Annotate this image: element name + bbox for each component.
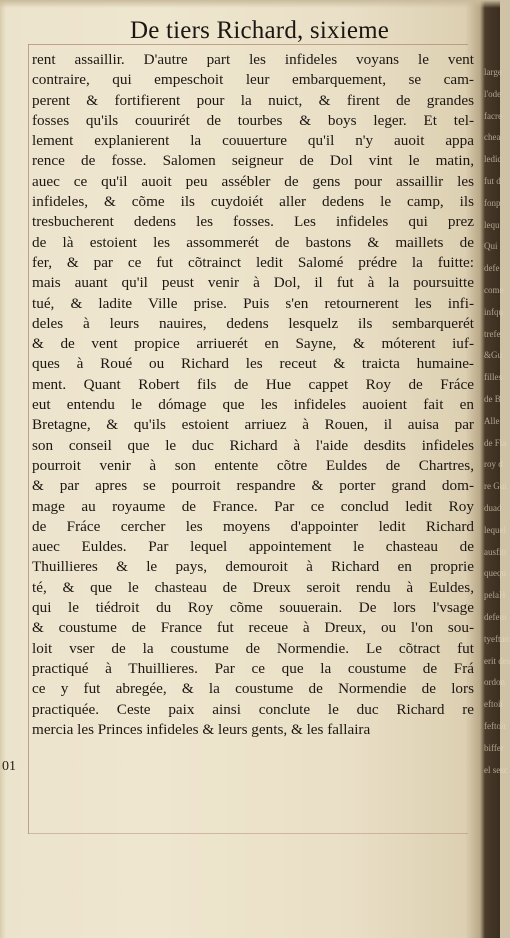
text-line: mage au royaume de France. Par ce conclud ledit Roy	[32, 497, 474, 515]
page-top-shadow	[0, 0, 500, 8]
bleed-fragment: &Gu	[484, 350, 502, 361]
text-line: rent assaillir. D'autre part les infideles voyans le vent	[32, 51, 474, 68]
margin-rule-bottom	[28, 833, 468, 834]
bleed-fragment: lequ	[484, 219, 500, 230]
text-line: ques à Roué ou Richard les receut & traicta humaine-	[32, 355, 474, 373]
bleed-fragment: ausfin	[484, 546, 506, 557]
bleed-fragment: de B	[484, 393, 501, 404]
bleed-fragment: defe	[484, 263, 500, 274]
facing-page-bleed-through	[484, 62, 510, 781]
text-line: Bretagne, & qu'ils estoient arriuez à Rouen, il auisa par	[32, 416, 474, 434]
text-line: tresbucherent dedens les fosses. Les infideles qui prez	[32, 213, 474, 231]
text-line: fer, & par ce fut cõtrainct ledit Salomé prédre la fuitte:	[32, 253, 474, 271]
bleed-fragment: tyeftan	[484, 633, 509, 644]
text-line: ment. Quant Robert fils de Hue cappet Roy de Fráce	[32, 375, 474, 393]
text-line: practiquée. Ceste paix ainsi conclute le duc Richard re	[32, 700, 474, 718]
bleed-fragment: quequ	[484, 568, 506, 579]
bleed-fragment: Alle	[484, 415, 500, 426]
bleed-fragment: eftoit	[484, 699, 503, 710]
text-line: eut entendu le dómage que les infideles auoient fait en	[32, 396, 474, 414]
margin-rule-vertical	[28, 44, 29, 834]
text-line: té, & que le chasteau de Dreux seroit rendu à Euldes,	[32, 578, 474, 596]
bleed-fragment: ordon	[484, 677, 505, 688]
bleed-fragment: biffer	[484, 742, 504, 753]
text-line: rence de fosse. Salomen seigneur de Dol vint le matin,	[32, 152, 474, 170]
text-line: mercia les Princes infideles & leurs gents, & les fallaira	[32, 720, 371, 738]
text-line: fosses qu'ils couurirét de tourbes & boys leger. Et tel-	[32, 111, 474, 129]
text-line: loit vser de la coustume de Normendie. Le cõtract fut	[32, 639, 474, 657]
bleed-fragment: pelaH	[484, 590, 506, 601]
text-line: tué, & ladite Ville prise. Puis s'en retournerent les infi-	[32, 294, 474, 312]
text-line: pourroit venir à son entente cõtre Euldes de Chartres,	[32, 456, 474, 474]
page-edge	[0, 0, 6, 938]
bleed-fragment: facre	[484, 110, 502, 121]
text-line: & par apres se pourroit respandre & porter grand dom-	[32, 477, 474, 495]
bleed-fragment: lequel	[484, 524, 506, 535]
bleed-fragment: erit des	[484, 655, 510, 666]
bleed-fragment: l'ode	[484, 88, 502, 99]
bleed-fragment: de Fla	[484, 437, 507, 448]
bleed-fragment: defem	[484, 611, 507, 622]
text-line: contraire, qui empeschoit leur embarquement, se cam-	[32, 71, 474, 89]
text-line: de là estoient les assommerét de bastons & maillets de	[32, 233, 474, 251]
text-line: lement explanierent la couuerture qu'il n'y auoit appa	[32, 132, 474, 150]
text-line: Thuillieres & le pays, demouroit à Richard en proprie	[32, 558, 474, 576]
bleed-fragment: fonp	[484, 197, 501, 208]
bleed-fragment: filles	[484, 372, 502, 383]
text-line: qui le tiédroit du Roy cõme souuerain. De lors l'vsage	[32, 599, 474, 617]
bleed-fragment: el sesc	[484, 764, 508, 775]
text-line: mais auant qu'il peust venir à Dol, il fut à la poursuitte	[32, 274, 474, 292]
bleed-fragment: infqu	[484, 306, 503, 317]
bleed-fragment: large	[484, 67, 502, 77]
text-line: deles à leurs nauires, dedens lesquelz ils sembarquerét	[32, 314, 474, 332]
text-line: infideles, & cõme ils cuydoiét aller dedens le camp, ils	[32, 193, 474, 211]
text-block	[32, 50, 474, 740]
text-line: son conseil que le duc Richard à l'aide desdits infideles	[32, 436, 474, 454]
margin-number: 01	[2, 759, 16, 774]
bleed-fragment: duad	[484, 502, 502, 513]
text-line: & de vent propice arriuerét en Sayne, & móterent iuf-	[32, 335, 474, 353]
text-line: de Fráce cercher les moyens d'appointer ledit Richard	[32, 517, 474, 535]
bleed-fragment: Qui	[484, 241, 498, 252]
text-line: auec Euldes. Par lequel appointement le chasteau de	[32, 538, 474, 556]
text-line: ce y fut abregée, & la coustume de Normendie de lors	[32, 680, 474, 698]
text-line: practiqué à Thuillieres. Par ce que la coustume de Frá	[32, 659, 474, 677]
bleed-fragment: come	[484, 284, 504, 295]
bleed-fragment: ledic	[484, 154, 502, 165]
bleed-fragment: fut d	[484, 175, 501, 186]
bleed-fragment: chea	[484, 132, 501, 143]
text-line: & coustume de France fut receue à Dreux, ou l'on sou-	[32, 619, 474, 637]
bleed-fragment: re Gui	[484, 481, 507, 492]
text-line: perent & fortifierent pour la nuict, & firent de grandes	[32, 91, 474, 109]
text-line: auec ce qu'il auoit peu assébler de gens pour assaillir les	[32, 172, 474, 190]
bleed-fragment: trefe	[484, 328, 501, 339]
bleed-fragment: roy d	[484, 459, 503, 470]
running-head: De tiers Richard, sixieme	[130, 17, 390, 44]
bleed-fragment: feftoit	[484, 720, 506, 731]
